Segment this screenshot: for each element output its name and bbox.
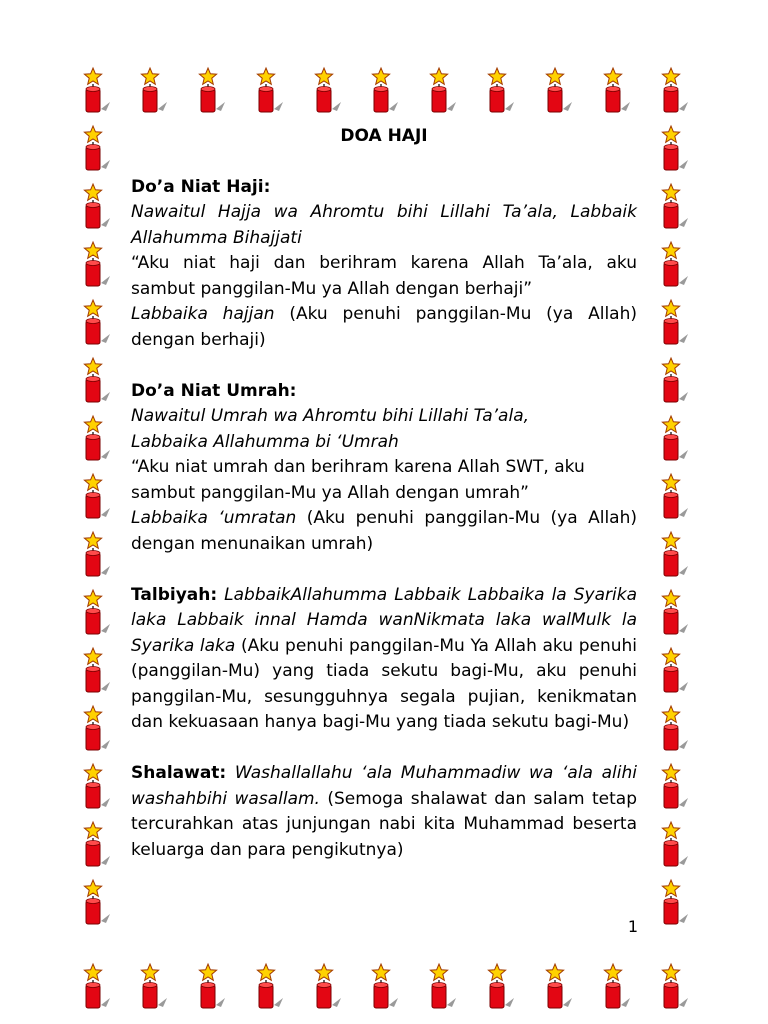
- firecracker-icon: [662, 126, 688, 170]
- firecracker-icon: [141, 964, 167, 1008]
- firecracker-icon: [430, 964, 456, 1008]
- firecracker-icon: [84, 300, 110, 344]
- firecracker-icon: [430, 68, 456, 112]
- firecracker-icon: [488, 68, 514, 112]
- firecracker-icon: [662, 964, 688, 1008]
- firecracker-icon: [662, 532, 688, 576]
- firecracker-icon: [84, 474, 110, 518]
- firecracker-icon: [84, 648, 110, 692]
- niat-umrah-talbiyah-phrase: Labbaika ‘umratan: [131, 508, 297, 528]
- firecracker-icon: [662, 880, 688, 924]
- firecracker-icon: [315, 964, 341, 1008]
- firecracker-icon: [84, 764, 110, 808]
- firecracker-icon: [84, 68, 110, 112]
- shalawat-paragraph: [131, 761, 637, 863]
- niat-umrah-translation-line1: “Aku niat umrah dan berihram karena Allah SWT, aku: [131, 457, 585, 477]
- firecracker-icon: [257, 964, 283, 1008]
- firecracker-icon: [84, 416, 110, 460]
- firecracker-icon: [546, 68, 572, 112]
- firecracker-icon: [546, 964, 572, 1008]
- firecracker-icon: [662, 358, 688, 402]
- document-body: [131, 124, 637, 863]
- firecracker-icon: [84, 880, 110, 924]
- niat-umrah-talbiyah-translation: (Aku penuhi panggilan-Mu (ya Allah) dengan menunaikan umrah): [131, 508, 637, 554]
- talbiyah-translation: (Aku penuhi panggilan-Mu Ya Allah aku penuhi (panggilan-Mu) yang tiada sekutu bagi-Mu, aku penuhi panggilan-Mu, sesungguhnya segala pujian, kenikmatan dan kekuasaan hanya bagi-Mu yang tiada sekutu bagi-Mu): [131, 635, 637, 732]
- page-number: 1: [627, 917, 638, 936]
- firecracker-icon: [662, 184, 688, 228]
- firecracker-icon: [662, 68, 688, 112]
- shalawat-translation: (Semoga shalawat dan salam tetap tercurahkan atas junjungan nabi kita Muhammad beserta keluarga dan para pengikutnya): [131, 788, 637, 860]
- firecracker-icon: [84, 184, 110, 228]
- niat-haji-talbiyah: [131, 302, 637, 353]
- firecracker-icon: [662, 590, 688, 634]
- firecracker-icon: [662, 300, 688, 344]
- firecracker-icon: [257, 68, 283, 112]
- firecracker-icon: [662, 764, 688, 808]
- firecracker-icon: [604, 964, 630, 1008]
- firecracker-icon: [84, 532, 110, 576]
- firecracker-icon: [604, 68, 630, 112]
- firecracker-icon: [488, 964, 514, 1008]
- firecracker-icon: [141, 68, 167, 112]
- niat-umrah-translation-line2: sambut panggilan-Mu ya Allah dengan umrah”: [131, 482, 529, 503]
- firecracker-icon: [662, 648, 688, 692]
- talbiyah-heading: Talbiyah:: [131, 584, 218, 605]
- shalawat-heading: Shalawat:: [131, 763, 227, 783]
- firecracker-icon: [84, 964, 110, 1008]
- firecracker-icon: [662, 706, 688, 750]
- niat-haji-arabic-latin: Nawaitul Hajja wa Ahromtu bihi Lillahi Ta’ala, Labbaik Allahumma Bihajjati: [131, 202, 637, 248]
- firecracker-icon: [199, 68, 225, 112]
- firecracker-icon: [662, 242, 688, 286]
- talbiyah-arabic-latin: LabbaikAllahumma Labbaik Labbaika la Syarika laka Labbaik innal Hamda wanNikmata laka walMulk la Syarika laka: [131, 584, 637, 656]
- niat-umrah-arabic-latin-line1: Nawaitul Umrah wa Ahromtu bihi Lillahi Ta’ala,: [131, 406, 530, 426]
- firecracker-icon: [84, 358, 110, 402]
- niat-umrah-talbiyah: [131, 506, 637, 557]
- firecracker-icon: [84, 706, 110, 750]
- firecracker-icon: [84, 242, 110, 286]
- page-title: DOA HAJI: [340, 126, 428, 146]
- niat-umrah-arabic-latin-line2: Labbaika Allahumma bi ‘Umrah: [131, 431, 399, 452]
- firecracker-icon: [372, 68, 398, 112]
- firecracker-icon: [662, 822, 688, 866]
- shalawat-arabic-latin: Washallallahu ‘ala Muhammadiw wa ‘ala alihi washahbihi wasallam.: [131, 763, 637, 809]
- talbiyah-paragraph: [131, 583, 637, 736]
- firecracker-icon: [662, 416, 688, 460]
- firecracker-icon: [84, 822, 110, 866]
- niat-haji-talbiyah-phrase: Labbaika hajjan: [131, 304, 275, 324]
- niat-haji-talbiyah-translation: (Aku penuhi panggilan-Mu (ya Allah) dengan berhaji): [131, 304, 637, 350]
- niat-haji-translation: “Aku niat haji dan berihram karena Allah Ta’ala, aku sambut panggilan-Mu ya Allah dengan berhaji”: [131, 253, 637, 299]
- niat-umrah-heading: Do’a Niat Umrah:: [131, 380, 297, 401]
- firecracker-icon: [199, 964, 225, 1008]
- firecracker-icon: [372, 964, 398, 1008]
- niat-haji-heading: Do’a Niat Haji:: [131, 176, 271, 197]
- firecracker-icon: [315, 68, 341, 112]
- firecracker-icon: [84, 126, 110, 170]
- firecracker-icon: [84, 590, 110, 634]
- firecracker-icon: [662, 474, 688, 518]
